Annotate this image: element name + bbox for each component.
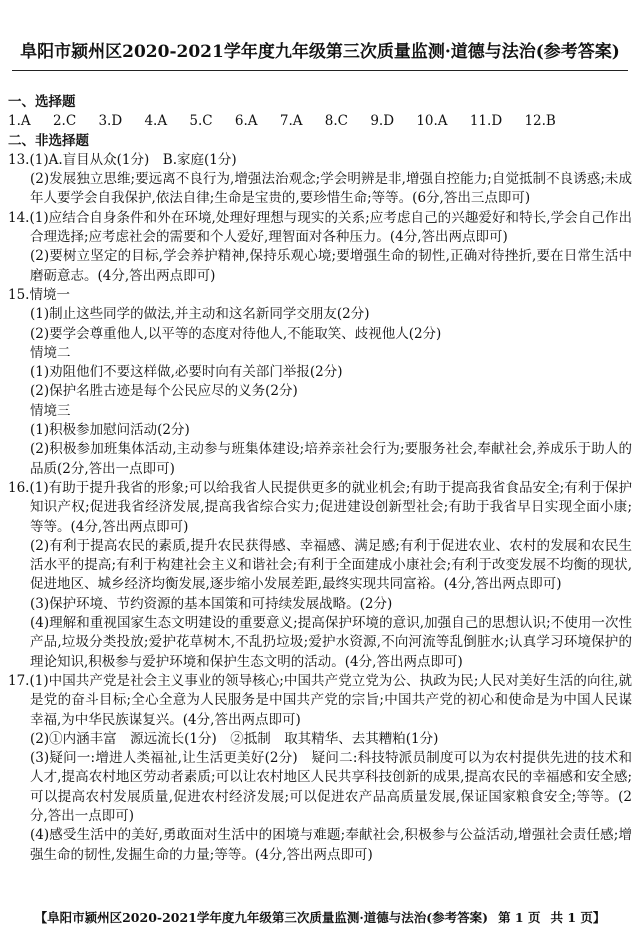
choice-answer: 2.C bbox=[52, 113, 77, 130]
answer-text: (1)应结合自身条件和外在环境,处理好理想与现实的关系;应考虑自己的兴趣爱好和特长,学会自己作出合理选择;应考虑社会的需要和个人爱好,理智面对各种压力。(4分,答出两点即可) bbox=[29, 209, 632, 246]
footer-bracket-right: 】 bbox=[592, 910, 606, 925]
question-number: 14. bbox=[8, 209, 30, 226]
q16-part-2: (2)有利于提高农民的素质,提升农民获得感、幸福感、满足感;有利于促进农业、农村的发展和农民生活水平的提高;有利于构建社会主义和谐社会;有利于全面建成小康社会;有利于改变发展不均衡的现状,促进地区、城乡经济均衡发展,逐步缩小发展差距,最终实现共同富裕。(4分,答出两点即可) bbox=[30, 537, 632, 593]
section-heading-nonchoice: 二、非选择题 bbox=[8, 132, 89, 149]
q17-part-1 bbox=[8, 672, 632, 730]
q14-part-2: (2)要树立坚定的目标,学会养护精神,保持乐观心境;要增强生命的韧性,正确对待挫折,要在日常生活中磨砺意志。(4分,答出两点即可) bbox=[30, 248, 632, 284]
q13-part-2: (2)发展独立思维;要远离不良行为,增强法治观念;学会明辨是非,增强自控能力;自觉抵制不良诱惑;未成年人要学会自我保护,依法自律;生命是宝贵的,要珍惜生命;等等。(6分,答出三点即可) bbox=[30, 171, 632, 207]
question-number: 13. bbox=[8, 151, 30, 168]
section-heading-choice: 一、选择题 bbox=[8, 94, 76, 110]
choice-answer: 5.C bbox=[189, 113, 213, 130]
footer-page-total: 共 1 页 bbox=[550, 910, 593, 925]
choice-answer: 6.A bbox=[234, 113, 258, 130]
title-divider bbox=[12, 70, 628, 71]
q15-scenario-3-part-2: (2)积极参加班集体活动,主动参与班集体建设;培养亲社会行为;要服务社会,奉献社会,养成乐于助人的品质(2分,答出一点即可) bbox=[30, 441, 632, 477]
choice-answer: 9.D bbox=[370, 113, 395, 130]
q17-part-2: (2)①内涵丰富 源远流长(1分) ②抵制 取其精华、去其糟粕(1分) bbox=[30, 730, 439, 747]
q15-scenario-1-part-2: (2)要学会尊重他人,以平等的态度对待他人,不能取笑、歧视他人(2分) bbox=[30, 325, 442, 342]
answer-text: (1)有助于提升我省的形象;可以给我省人民提供更多的就业机会;有助于提高我省食品安全;有利于保护知识产权;促进我省经济发展,提高我省综合实力;促进建设创新型社会;有助于我省早日实现全面小康;等等。(4分,答出两点即可) bbox=[29, 479, 632, 535]
footer-title: 阜阳市颍州区2020-2021学年度九年级第三次质量监测·道德与法治(参考答案) bbox=[47, 910, 489, 925]
q15-scenario-1-heading bbox=[8, 286, 632, 305]
q16-part-3: (3)保护环境、节约资源的基本国策和可持续发展战略。(2分) bbox=[30, 595, 393, 612]
q17-part-4: (4)感受生活中的美好,勇敢面对生活中的困境与难题;奉献社会,积极参与公益活动,增强社会责任感;增强生命的韧性,发掘生命的力量;等等。(4分,答出两点即可) bbox=[30, 827, 632, 863]
answer-text: (1)中国共产党是社会主义事业的领导核心;中国共产党立党为公、执政为民;人民对美好生活的向往,就是党的奋斗目标;全心全意为人民服务是中国共产党的宗旨;中国共产党的初心和使命是为中国人民谋幸福,为中华民族谋复兴。(4分,答出两点即可) bbox=[29, 672, 632, 728]
q15-scenario-2-part-2: (2)保护名胜古迹是每个公民应尽的义务(2分) bbox=[30, 383, 298, 400]
question-number: 15. bbox=[8, 286, 30, 303]
answer-key-body bbox=[8, 93, 632, 865]
q15-scenario-1-part-1: (1)制止这些同学的做法,并主动和这名新同学交朋友(2分) bbox=[30, 306, 370, 323]
q16-part-4: (4)理解和重视国家生态文明建设的重要意义;提高保护环境的意识,加强自己的思想认识;不使用一次性产品,垃圾分类投放;爱护花草树木,不乱扔垃圾;爱护水资源,不向河流等乱倒脏水;认真学习环境保护的理论知识,积极参与爱护环境和保护生态文明的活动。(4分,答出两点即可) bbox=[30, 615, 632, 670]
page-title: 阜阳市颍州区2020-2021学年度九年级第三次质量监测·道德与法治(参考答案) bbox=[20, 42, 620, 62]
q15-scenario-3-heading: 情境三 bbox=[30, 402, 71, 419]
q15-scenario-2-part-1: (1)劝阻他们不要这样做,必要时向有关部门举报(2分) bbox=[30, 364, 343, 381]
question-number: 17. bbox=[8, 672, 30, 689]
q16-part-1 bbox=[8, 479, 632, 537]
choice-answer: 11.D bbox=[469, 113, 503, 130]
choice-answer: 12.B bbox=[524, 113, 556, 130]
choice-answer: 10.A bbox=[416, 113, 448, 130]
q15-scenario-3-part-1: (1)积极参加慰问活动(2分) bbox=[30, 422, 190, 439]
page-footer bbox=[0, 908, 640, 928]
choice-answer: 7.A bbox=[279, 113, 303, 130]
choice-answer: 4.A bbox=[144, 113, 168, 130]
footer-bracket-left: 【 bbox=[34, 910, 48, 925]
choice-answer: 1.A bbox=[8, 113, 31, 130]
q13-part-1 bbox=[8, 151, 632, 170]
q15-scenario-2-heading: 情境二 bbox=[30, 344, 71, 361]
footer-page-number: 第 1 页 bbox=[498, 910, 541, 925]
choice-answers bbox=[8, 112, 632, 131]
choice-answer: 8.C bbox=[324, 113, 349, 130]
question-number: 16. bbox=[8, 479, 30, 496]
choice-answer: 3.D bbox=[98, 113, 123, 130]
answer-text: (1)A.盲目从众(1分) B.家庭(1分) bbox=[29, 151, 237, 168]
q14-part-1 bbox=[8, 209, 632, 248]
q17-part-3: (3)疑问一:增进人类福祉,让生活更美好(2分) 疑问二:科技特派员制度可以为农村提供先进的技术和人才,提高农村地区劳动者素质;可以让农村地区人民共享科技创新的成果,提高农民的幸福感和安全感;可以提高农村发展质量,促进农村经济发展;可以促进农产品高质量发展,保证国家粮食安全;等等。(2分,答出一点即可) bbox=[30, 750, 632, 824]
scenario-label: 情境一 bbox=[29, 286, 70, 303]
